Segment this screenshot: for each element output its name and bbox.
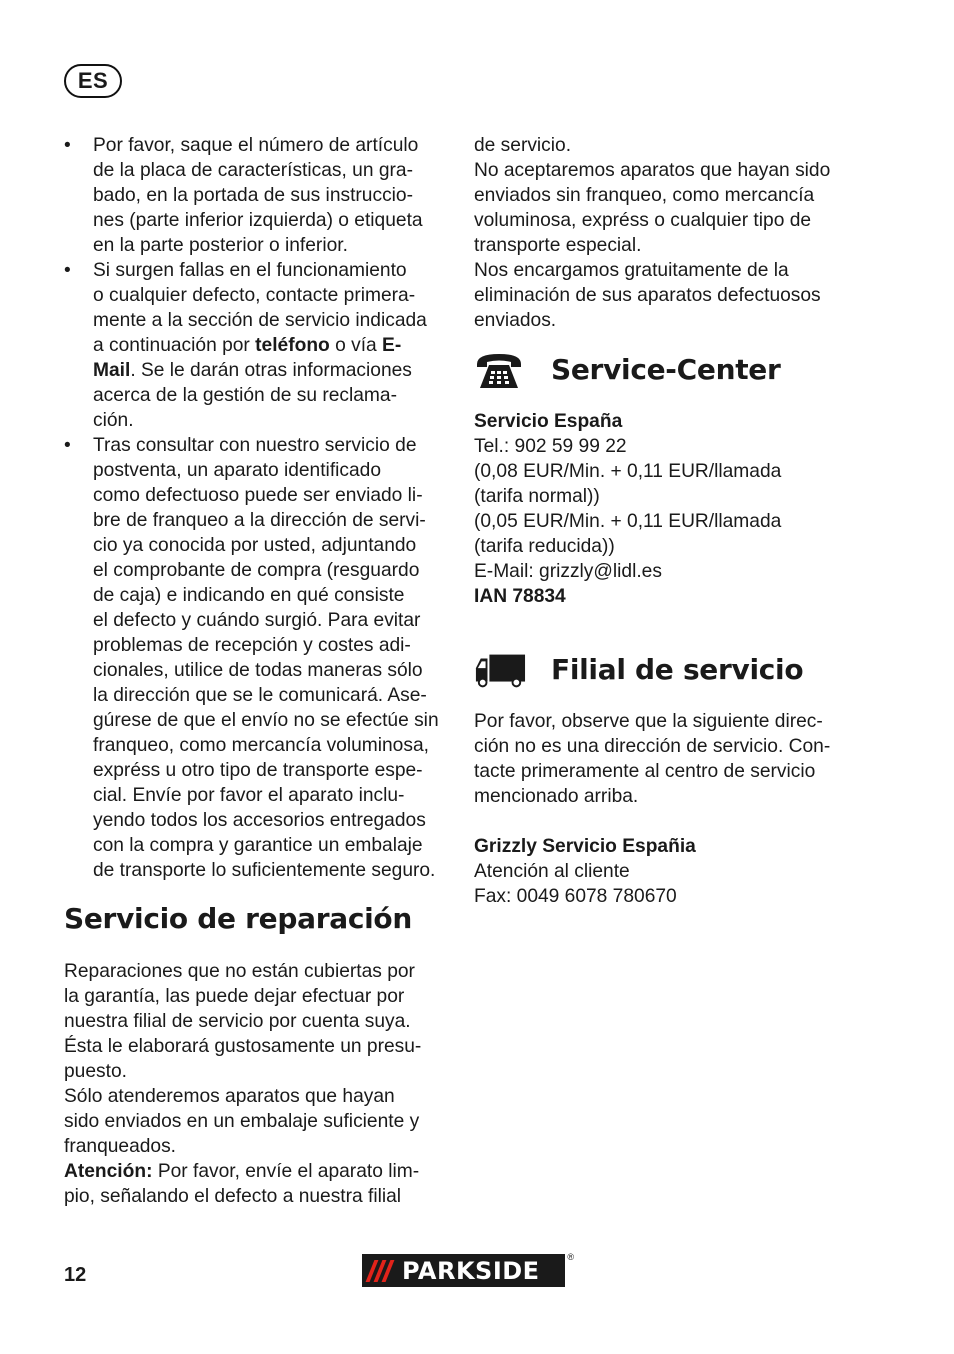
logo-slashes bbox=[370, 1260, 394, 1282]
bullet-list bbox=[64, 133, 448, 883]
bullet-item-contact: • Si surgen fallas en el funcionamiento o cualquier defecto, contacte primera- mente a la sección de servicio indicada a continuación por teléfono o vía E- Mail. Se le darán otras informaciones acerca de la gestión de su reclama- ción. bbox=[64, 258, 448, 433]
service-center-heading: Service-Center bbox=[551, 353, 781, 386]
language-badge: ES bbox=[64, 64, 122, 98]
page-number: 12 bbox=[64, 1264, 87, 1286]
branch-fax: Fax: 0049 6078 780670 bbox=[474, 886, 677, 907]
logo-wordmark: PARKSIDE bbox=[402, 1256, 540, 1285]
repair-text: Reparaciones que no están cubiertas por la garantía, las puede dejar efectuar por nuestra filial de servicio por cuenta suya. Ésta le elaborará gustosamente un presu- puesto. Sólo atenderemos aparatos que hayan sido enviados en un embalaje suficiente y franqueados. Atención: Por favor, envíe el aparato lim- pio, señalando el defecto a nuestra filial bbox=[64, 961, 422, 1207]
parkside-logo bbox=[362, 1252, 574, 1287]
repair-heading: Servicio de reparación bbox=[64, 902, 412, 935]
registered-mark: ® bbox=[567, 1252, 574, 1262]
service-branch-heading: Filial de servicio bbox=[551, 653, 804, 686]
service-center-details: Servicio España Tel.: 902 59 99 22 (0,08 EUR/Min. + 0,11 EUR/llamada (tarifa normal)) (0,05 EUR/Min. + 0,11 EUR/llamada (tarifa reducida)) E-Mail: grizzly@lidl.es IAN 78834 bbox=[474, 409, 874, 609]
ian-number: IAN 78834 bbox=[474, 586, 566, 607]
right-column-continued: de servicio. No aceptaremos aparatos que hayan sido enviados sin franqueo, como mercancía voluminosa, expréss o cualquier tipo de transporte especial. Nos encargamos gratuitamente de la eliminación de sus aparatos defectuosos enviados. bbox=[474, 135, 831, 331]
service-phone: Tel.: 902 59 99 22 bbox=[474, 436, 627, 457]
truck-icon bbox=[474, 650, 526, 690]
service-center-header bbox=[474, 350, 780, 390]
telephone-icon bbox=[474, 350, 526, 390]
branch-company: Grizzly Servicio Españia bbox=[474, 836, 696, 857]
service-name: Servicio España bbox=[474, 411, 623, 432]
attention-label: Atención: bbox=[64, 1161, 153, 1182]
branch-notice: Por favor, observe que la siguiente direc- ción no es una dirección de servicio. Con- tacte primeramente al centro de servicio mencionado arriba. bbox=[474, 711, 831, 807]
left-column bbox=[64, 133, 448, 883]
bullet-item-article-number: • Por favor, saque el número de artículo de la placa de características, un gra- bado, en la portada de sus instruccio- nes (parte inferior izquierda) o etiqueta en la parte posterior o inferior. bbox=[64, 133, 448, 258]
service-email: E-Mail: grizzly@lidl.es bbox=[474, 561, 662, 582]
branch-address: Grizzly Servicio Españia Atención al cliente Fax: 0049 6078 780670 bbox=[474, 834, 874, 909]
bullet-item-shipping: • Tras consultar con nuestro servicio de postventa, un aparato identificado como defectuoso puede ser enviado li- bre de franqueo a la dirección de servi- cio ya conocida por usted, adjuntando el comprobante de compra (resguardo de caja) e indicando en qué consiste el defecto y cuándo surgió. Para evitar problemas de recepción y costes adi- cionales, utilice de todas maneras sólo la dirección que se le comunicará. Ase- gúrese de que el envío no se efectúe sin franqueo, como mercancía voluminosa, expréss u otro tipo de transporte espe- cial. Envíe por favor el aparato inclu- yendo todos los accesorios entregados con la compra y garantice un embalaje de transporte lo suficientemente seguro. bbox=[64, 433, 448, 883]
service-branch-header bbox=[474, 650, 803, 690]
